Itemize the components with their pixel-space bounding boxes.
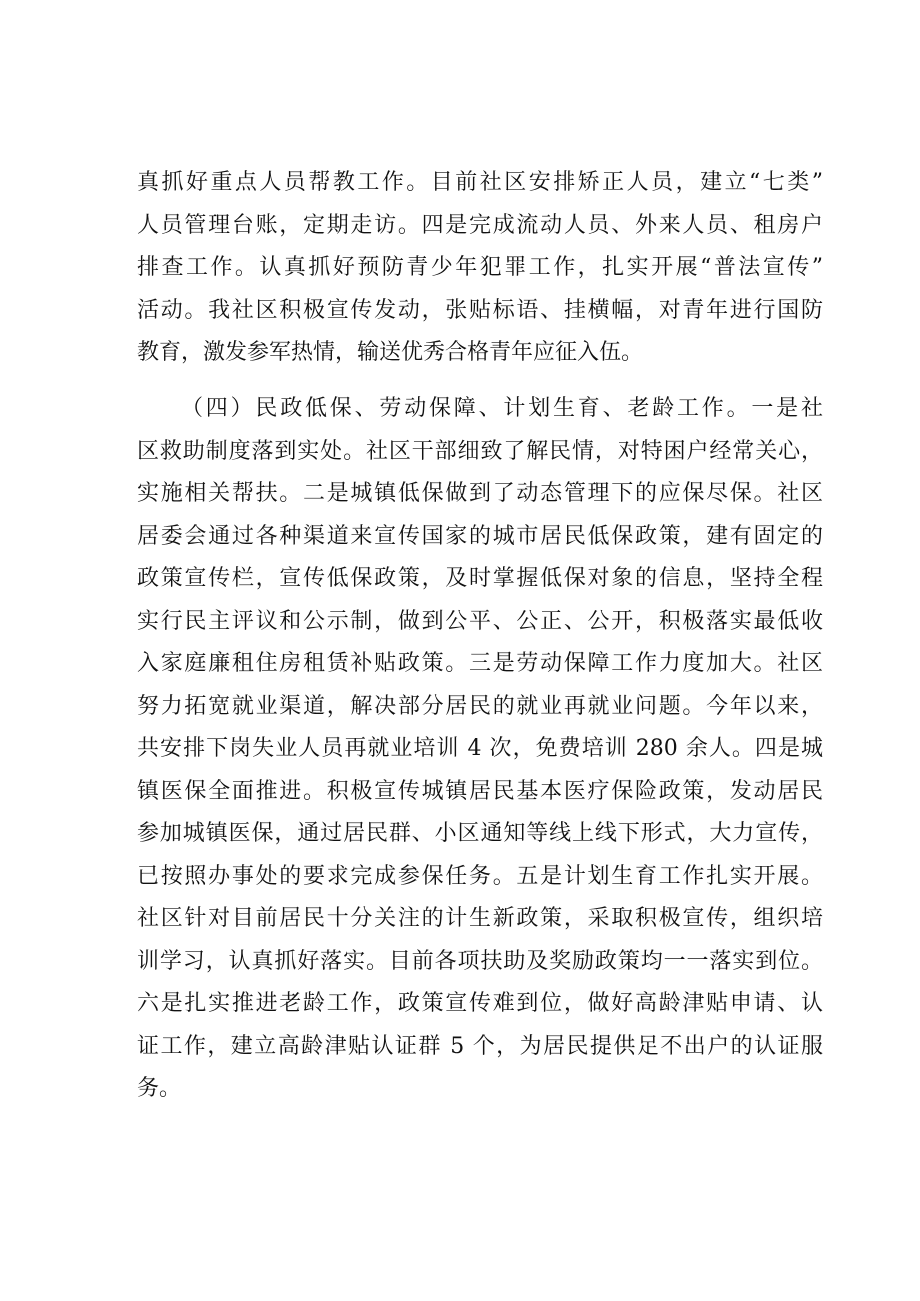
paragraph-line: 入家庭廉租住房租赁补贴政策。三是劳动保障工作力度加大。社区	[137, 651, 823, 676]
paragraph-line: 六是扎实推进老龄工作，政策宣传难到位，做好高龄津贴申请、认	[137, 991, 823, 1016]
paragraph-line: 排查工作。认真抓好预防青少年犯罪工作，扎实开展“普法宣传”	[137, 255, 823, 280]
paragraph-line: 努力拓宽就业渠道，解决部分居民的就业再就业问题。今年以来，	[137, 693, 823, 719]
paragraph-line: 已按照办事处的要求完成参保任务。五是计划生育工作扎实开展。	[137, 863, 823, 889]
paragraph-line: 实行民主评议和公示制，做到公平、公正、公开，积极落实最低收	[137, 608, 823, 634]
paragraph-line: 镇医保全面推进。积极宣传城镇居民基本医疗保险政策，发动居民	[137, 778, 823, 804]
paragraph-civil-affairs	[137, 388, 823, 1111]
paragraph-line: 活动。我社区积极宣传发动，张贴标语、挂横幅，对青年进行国防	[137, 297, 823, 323]
paragraph-line: 共安排下岗失业人员再就业培训 4 次，免费培训 280 余人。四是城	[137, 736, 823, 761]
paragraph-line: 参加城镇医保，通过居民群、小区通知等线上线下形式，大力宣传，	[137, 821, 823, 846]
paragraph-line: 训学习，认真抓好落实。目前各项扶助及奖励政策均一一落实到位。	[137, 948, 823, 974]
paragraph-line: 证工作，建立高龄津贴认证群 5 个，为居民提供足不出户的认证服	[137, 1033, 823, 1059]
paragraph-line: 真抓好重点人员帮教工作。目前社区安排矫正人员，建立“七类”	[137, 170, 823, 195]
paragraph-line: 实施相关帮扶。二是城镇低保做到了动态管理下的应保尽保。社区	[137, 481, 823, 506]
paragraph-line: 区救助制度落到实处。社区干部细致了解民情，对特困户经常关心，	[137, 438, 823, 464]
paragraph-line: 教育，激发参军热情，输送优秀合格青年应征入伍。	[137, 340, 644, 365]
paragraph-line: 居委会通过各种渠道来宣传国家的城市居民低保政策，建有固定的	[137, 523, 823, 549]
paragraph-line: 人员管理台账，定期走访。四是完成流动人员、外来人员、租房户	[137, 212, 823, 238]
paragraph-line: 政策宣传栏，宣传低保政策，及时掌握低保对象的信息，坚持全程	[137, 566, 823, 591]
paragraph-community-security	[137, 162, 823, 375]
paragraph-line: 务。	[137, 1076, 182, 1101]
paragraph-line: 社区针对目前居民十分关注的计生新政策，采取积极宣传，组织培	[137, 906, 823, 931]
paragraph-line-first: （四）民政低保、劳动保障、计划生育、老龄工作。一是社	[181, 396, 823, 421]
